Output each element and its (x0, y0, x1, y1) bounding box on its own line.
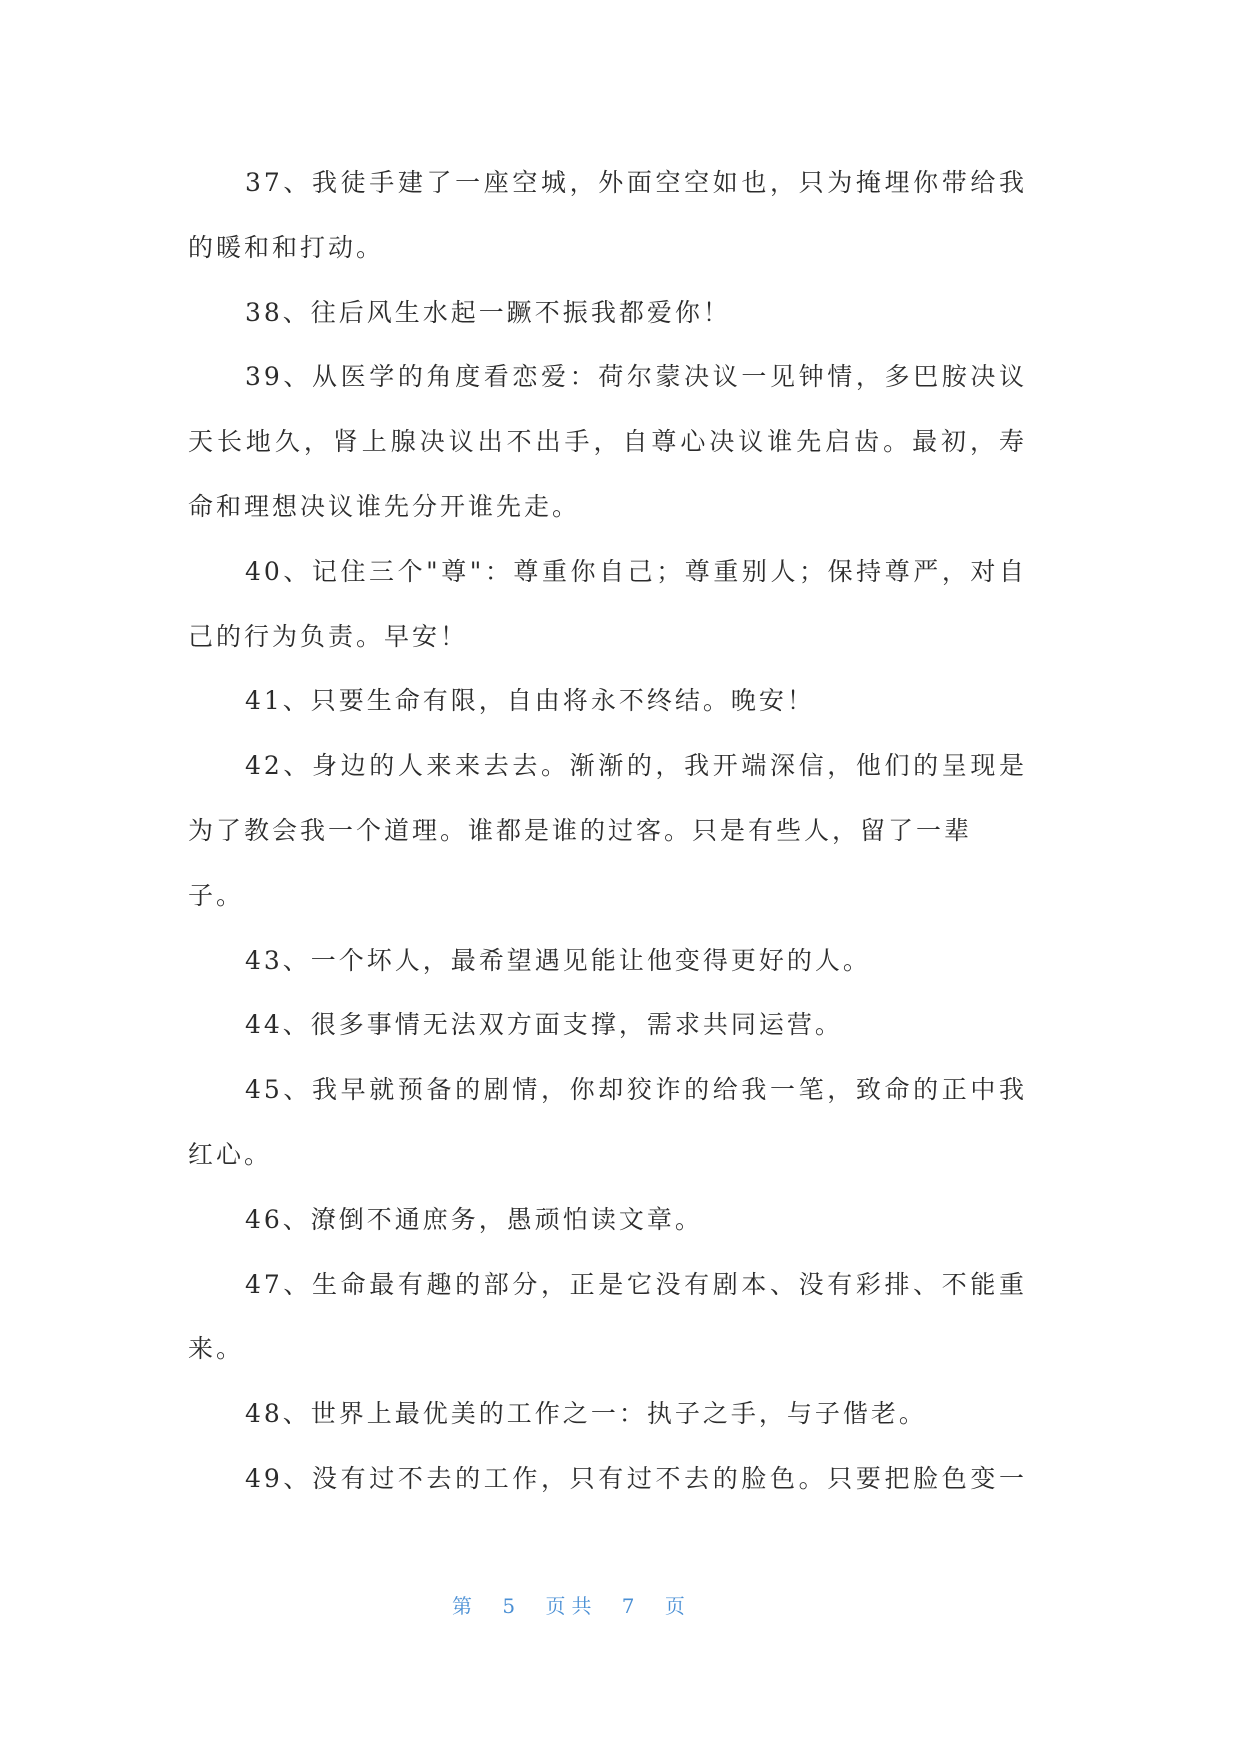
paragraph-line: 48、世界上最优美的工作之一：执子之手，与子偕老。 (245, 1399, 927, 1429)
paragraph-line: 39、从医学的角度看恋爱：荷尔蒙决议一见钟情，多巴胺决议 (245, 362, 1027, 392)
paragraph-line: 的暖和和打动。 (188, 232, 385, 262)
paragraph-line: 44、很多事情无法双方面支撑，需求共同运营。 (245, 1010, 843, 1040)
document-body (188, 151, 1027, 1512)
paragraph-line: 47、生命最有趣的部分，正是它没有剧本、没有彩排、不能重 (245, 1269, 1027, 1299)
paragraph-line: 己的行为负责。早安！ (188, 621, 469, 651)
paragraph-41 (188, 669, 1027, 734)
paragraph-39 (188, 345, 1027, 539)
paragraph-line: 40、记住三个"尊"：尊重你自己；尊重别人；保持尊严，对自 (245, 556, 1027, 586)
paragraph-line: 红心。 (188, 1139, 273, 1169)
paragraph-line: 49、没有过不去的工作，只有过不去的脸色。只要把脸色变一 (245, 1463, 1027, 1493)
paragraph-line: 46、潦倒不通庶务，愚顽怕读文章。 (245, 1204, 703, 1234)
paragraph-line: 子。 (188, 880, 245, 910)
paragraph-line: 41、只要生命有限，自由将永不终结。晚安！ (245, 686, 815, 716)
paragraph-line: 来。 (188, 1334, 245, 1364)
paragraph-37 (188, 151, 1027, 281)
paragraph-42 (188, 734, 1027, 928)
paragraph-38 (188, 281, 1027, 346)
paragraph-43 (188, 929, 1027, 994)
paragraph-40 (188, 540, 1027, 670)
paragraph-46 (188, 1188, 1027, 1253)
paragraph-line: 37、我徒手建了一座空城，外面空空如也，只为掩埋你带给我 (245, 168, 1027, 197)
paragraph-line: 天长地久，肾上腺决议出不出手，自尊心决议谁先启齿。最初，寿 (188, 427, 1027, 457)
page-number-footer: 第 5 页共 7 页 (452, 1594, 691, 1618)
paragraph-line: 45、我早就预备的剧情，你却狡诈的给我一笔，致命的正中我 (245, 1075, 1027, 1105)
paragraph-line: 42、身边的人来来去去。渐渐的，我开端深信，他们的呈现是 (245, 751, 1027, 781)
paragraph-line: 命和理想决议谁先分开谁先走。 (188, 491, 581, 521)
paragraph-44 (188, 993, 1027, 1058)
paragraph-48 (188, 1382, 1027, 1447)
paragraph-45 (188, 1058, 1027, 1188)
paragraph-line: 43、一个坏人，最希望遇见能让他变得更好的人。 (245, 945, 871, 975)
paragraph-49 (188, 1447, 1027, 1512)
paragraph-line: 为了教会我一个道理。谁都是谁的过客。只是有些人，留了一辈 (188, 815, 973, 845)
paragraph-line: 38、往后风生水起一蹶不振我都爱你！ (245, 297, 731, 327)
paragraph-47 (188, 1253, 1027, 1383)
